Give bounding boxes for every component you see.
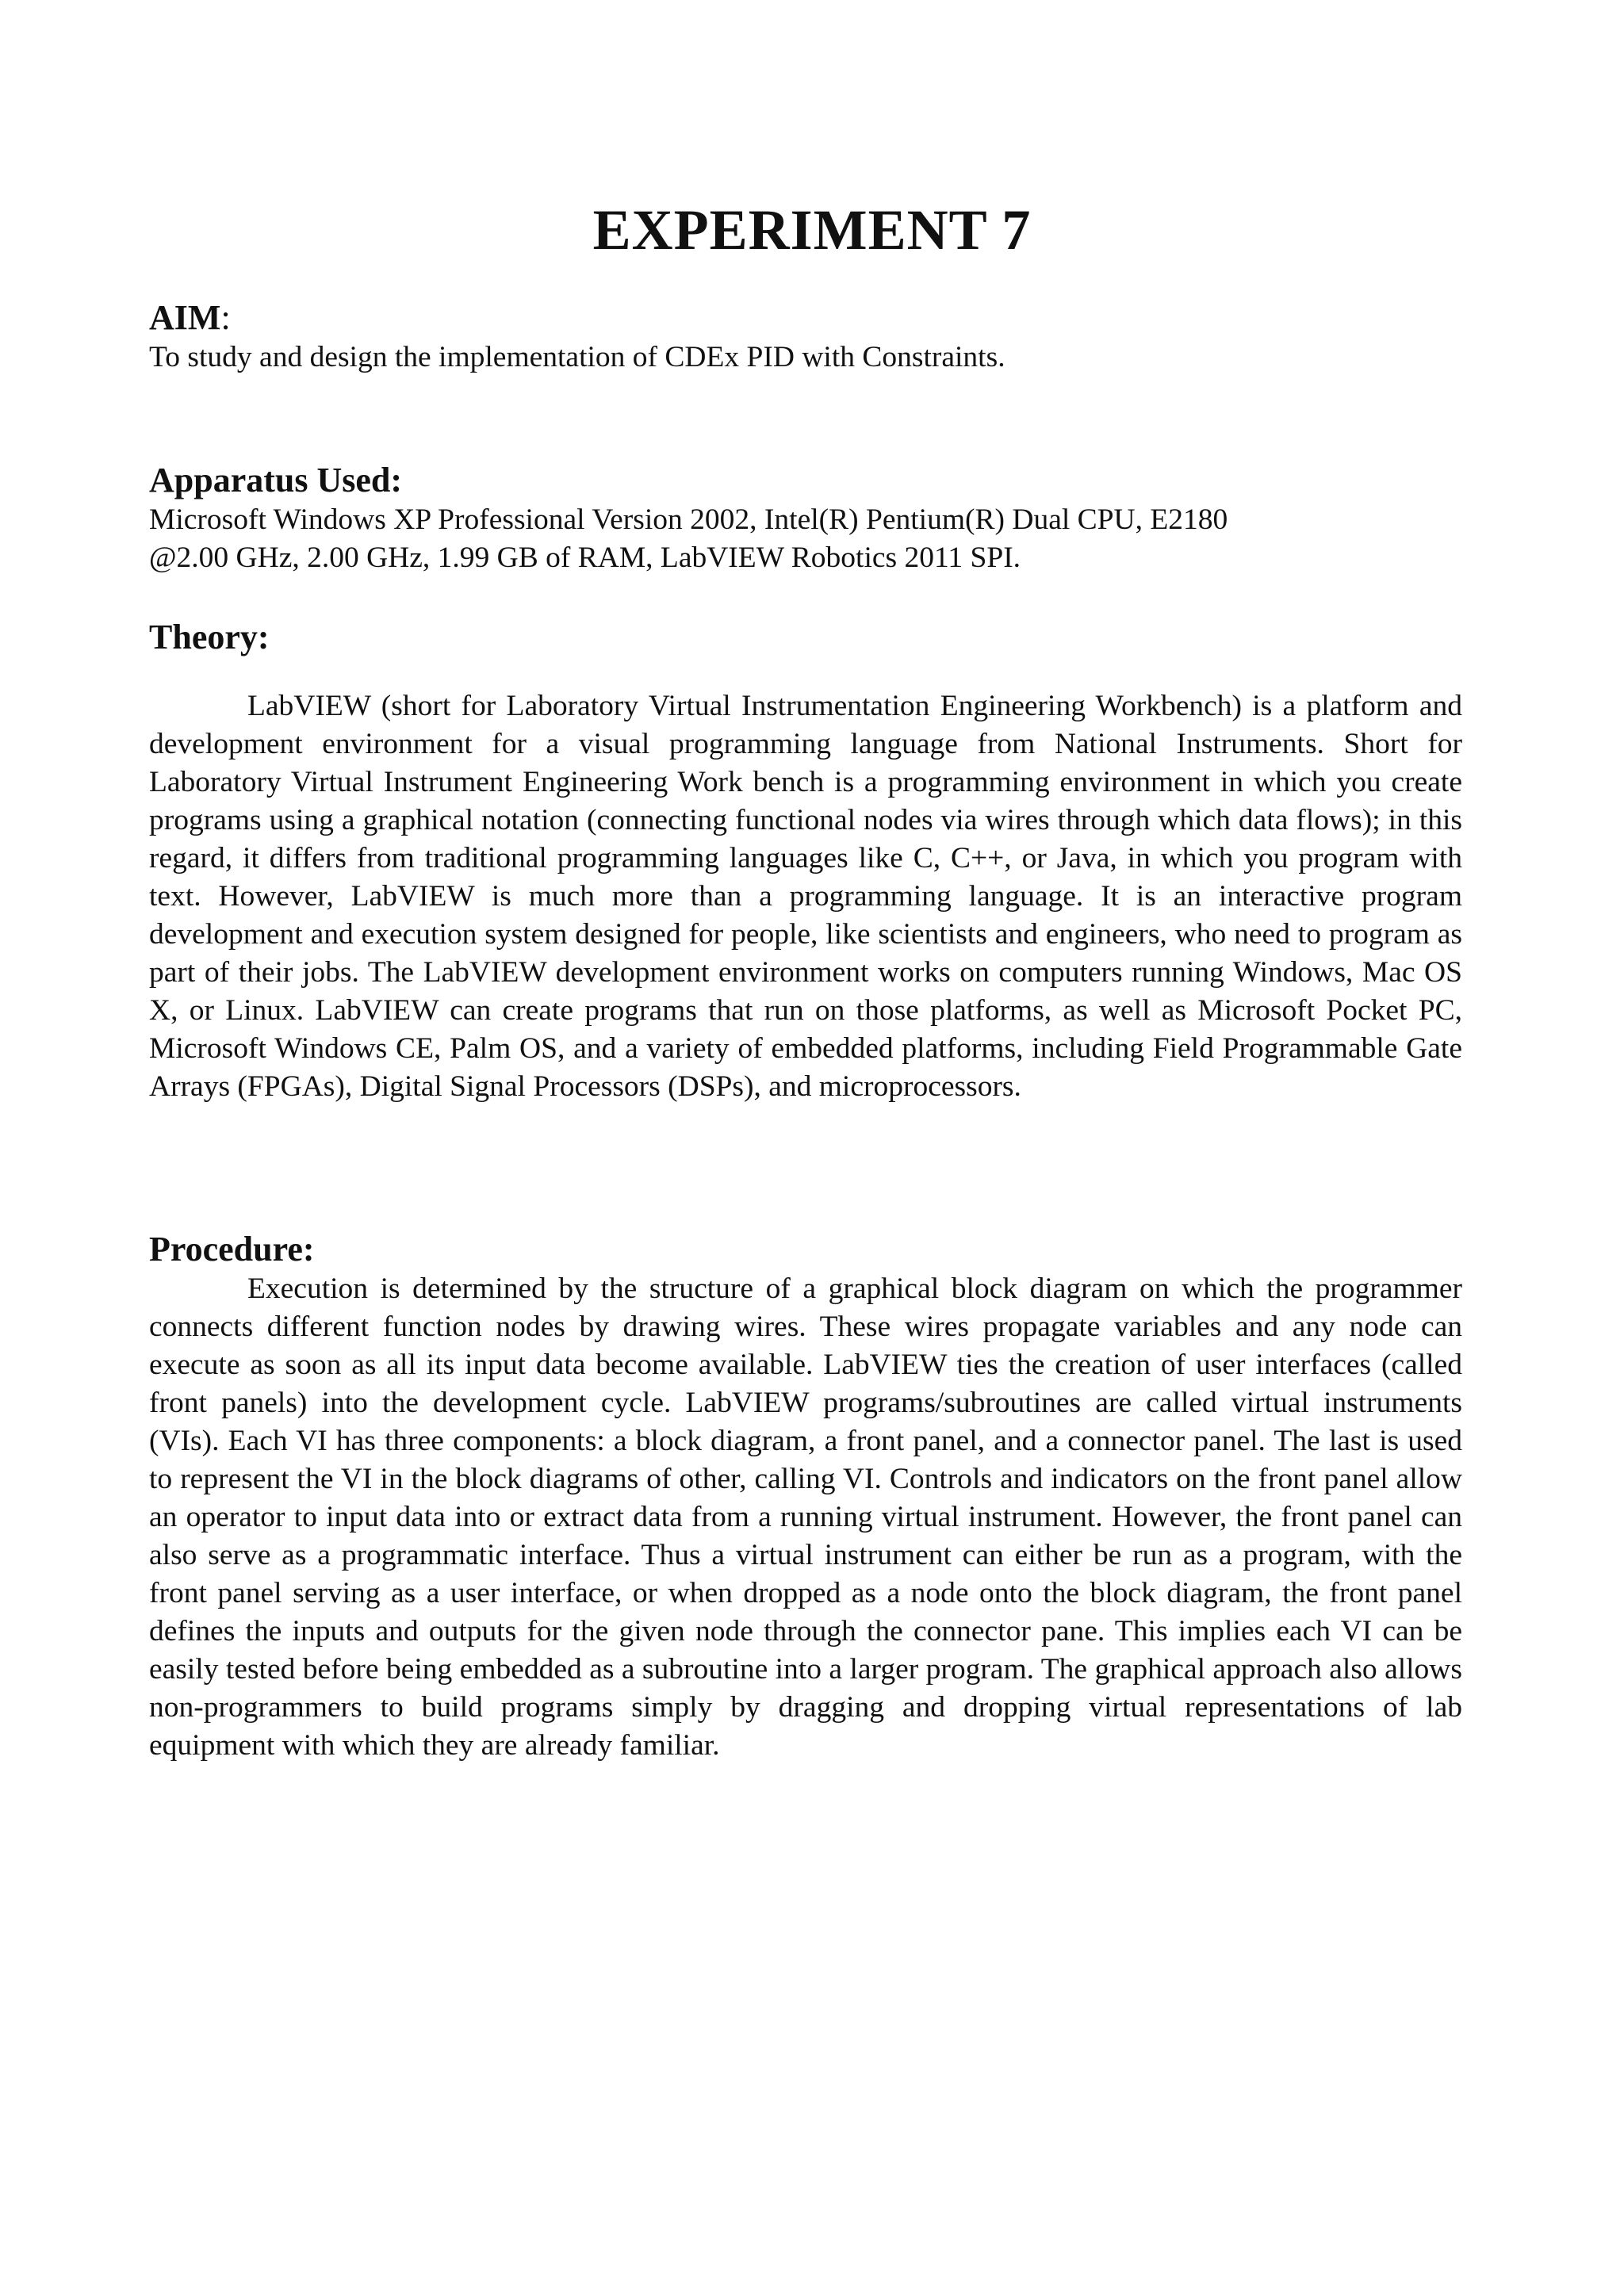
aim-section: [149, 297, 1462, 377]
theory-paragraph: LabVIEW (short for Laboratory Virtual Instrumentation Engineering Workbench) is a platform and development environment for a visual programming language from National Instruments. Short for Laboratory Virtual Instrument Engineering Work bench is a programming environment in which you create programs using a graphical notation (connecting functional nodes via wires through which data flows); in this regard, it differs from traditional programming languages like C, C++, or Java, in which you program with text. However, LabVIEW is much more than a programming language. It is an interactive program development and execution system designed for people, like scientists and engineers, who need to program as part of their jobs. The LabVIEW development environment works on computers running Windows, Mac OS X, or Linux. LabVIEW can create programs that run on those platforms, as well as Microsoft Pocket PC, Microsoft Windows CE, Palm OS, and a variety of embedded platforms, including Field Programmable Gate Arrays (FPGAs), Digital Signal Processors (DSPs), and microprocessors.: [149, 690, 1462, 1103]
procedure-paragraph: Execution is determined by the structure of a graphical block diagram on which the programmer connects different function nodes by drawing wires. These wires propagate variables and any node can execute as soon as all its input data become available. LabVIEW ties the creation of user interfaces (called front panels) into the development cycle. LabVIEW programs/subroutines are called virtual instruments (VIs). Each VI has three components: a block diagram, a front panel, and a connector panel. The last is used to represent the VI in the block diagrams of other, calling VI. Controls and indicators on the front panel allow an operator to input data into or extract data from a running virtual instrument. However, the front panel can also serve as a programmatic interface. Thus a virtual instrument can either be run as a program, with the front panel serving as a user interface, or when dropped as a node onto the block diagram, the front panel defines the inputs and outputs for the given node through the connector pane. This implies each VI can be easily tested before being embedded as a subroutine into a larger program. The graphical approach also allows non-programmers to build programs simply by dragging and dropping virtual representations of lab equipment with which they are already familiar.: [149, 1272, 1462, 1762]
apparatus-section: [149, 460, 1462, 577]
aim-heading-label: AIM: [149, 298, 221, 337]
page-title: EXPERIMENT 7: [592, 198, 1032, 262]
procedure-section: [149, 1229, 1462, 1765]
apparatus-line-1: Microsoft Windows XP Professional Version 2002, Intel(R) Pentium(R) Dual CPU, E2180: [149, 503, 1228, 536]
theory-section: [149, 617, 1462, 1106]
aim-text: To study and design the implementation of CDEx PID with Constraints.: [149, 341, 1005, 373]
aim-heading-colon: :: [220, 298, 231, 337]
apparatus-heading: Apparatus Used:: [149, 461, 403, 499]
procedure-heading: Procedure:: [149, 1230, 315, 1269]
aim-heading: [149, 297, 1462, 339]
theory-heading: Theory:: [149, 618, 270, 656]
apparatus-line-2: @2.00 GHz, 2.00 GHz, 1.99 GB of RAM, LabVIEW Robotics 2011 SPI.: [149, 541, 1021, 574]
